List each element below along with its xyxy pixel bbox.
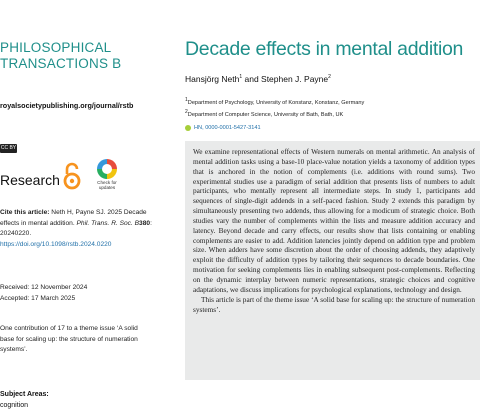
cite-lead: Cite this article: <box>0 209 50 216</box>
affiliations <box>185 96 364 121</box>
subject-value: cognition <box>0 401 29 409</box>
orcid-icon <box>185 125 191 131</box>
journal-name-line1: PHILOSOPHICAL <box>0 40 112 55</box>
abstract-paragraph-1 <box>193 147 475 314</box>
aff-1-text: Department of Psychology, University of Konstanz, Konstanz, Germany <box>187 99 365 106</box>
journal-name[interactable] <box>0 40 121 72</box>
check-updates-label: Check for updates <box>97 180 117 191</box>
author-2-sup: 2 <box>328 74 331 81</box>
left-sidebar <box>0 0 158 420</box>
citation-block <box>0 208 152 250</box>
accepted-date: Accepted: 17 March 2025 <box>0 294 76 302</box>
aff-1-sup: 1 <box>185 97 188 103</box>
aff-2-sup: 2 <box>185 109 188 116</box>
abstract-text: We examine representational effects of Western numerals on mental arithmetic. An analysis of mental addition tasks using a base-10 place-value notation yields a taxonomy of addition types that is anchored in the notion of complements (i.e. additions with round sums). Two experimental studies use a paradigm of serial addition that presents lists of numbers to adult participants, who mentally represent all intermediate steps. In study 1, participants add sequences of single-digit addends in a self-paced fashion. Study 2 extends this paradigm by simultaneously presenting two addends, thus allowing for a modicum of strategic choice. Both studies vary the number of complements within the lists and measure addition accuracy and latency. Beyond decade and carry effects, our results show that lists containing or enabling complements are easier to add. Addition latencies jointly depend on addition type and problem size. When adders have some discretion about the order of choosing addends, they adaptively exploit the difficulty of addition types by tailoring their sequences to decade boundaries. One motivation for seeking complements lies in enabling subsequent post-complements. Reflecting on the dynamic interplay between numeric representations, strategic choices and cognitive adaptations, we discuss implications for psychological explanations, technology and design. <box>193 147 475 294</box>
cite-text: Neth H, Payne SJ. 2025 Decade effects in mental addition. <box>0 209 147 227</box>
cite-volume: 380 <box>139 219 151 227</box>
abstract-theme-note: This article is part of the theme issue ‘A solid base for scaling up: the structure of numeration systems’. <box>193 294 475 314</box>
cite-pages: : 20240220. <box>0 219 152 238</box>
cc-by-license-icon[interactable]: CC BY <box>0 145 17 151</box>
author-list <box>185 74 331 84</box>
abstract-box <box>185 141 480 380</box>
cite-journal: Phil. Trans. R. Soc. B <box>76 219 140 227</box>
author-1[interactable]: Hansjörg Neth <box>185 74 240 84</box>
received-date: Received: 12 November 2024 <box>0 284 88 291</box>
theme-issue-note: One contribution of 17 to a theme issue ‘A solid base for scaling up: the structure of numeration systems’. <box>0 325 138 354</box>
article-section-label: Research <box>0 172 60 188</box>
affiliation-2 <box>185 108 364 120</box>
aff-2-text: Department of Computer Science, University of Bath, Bath, UK <box>187 112 344 119</box>
check-updates-icon <box>97 159 117 179</box>
author-separator: and <box>242 74 262 84</box>
journal-name-line2: TRANSACTIONS B <box>0 56 122 71</box>
check-for-updates-button[interactable] <box>90 159 124 191</box>
article-title: Decade effects in mental addition <box>185 38 464 60</box>
author-2[interactable]: Stephen J. Payne <box>261 74 329 84</box>
journal-url-link[interactable]: royalsocietypublishing.org/journal/rstb <box>0 101 134 110</box>
subject-areas <box>0 390 49 411</box>
open-access-icon <box>62 162 82 190</box>
dates-block <box>0 283 87 304</box>
orcid-text: HN, 0000-0001-5427-3141 <box>194 125 261 131</box>
doi-link[interactable]: https://doi.org/10.1098/rstb.2024.0220 <box>0 240 112 248</box>
affiliation-1 <box>185 96 364 108</box>
subject-heading: Subject Areas: <box>0 391 49 398</box>
author-1-sup: 1 <box>239 74 243 81</box>
orcid-link[interactable] <box>185 125 261 131</box>
